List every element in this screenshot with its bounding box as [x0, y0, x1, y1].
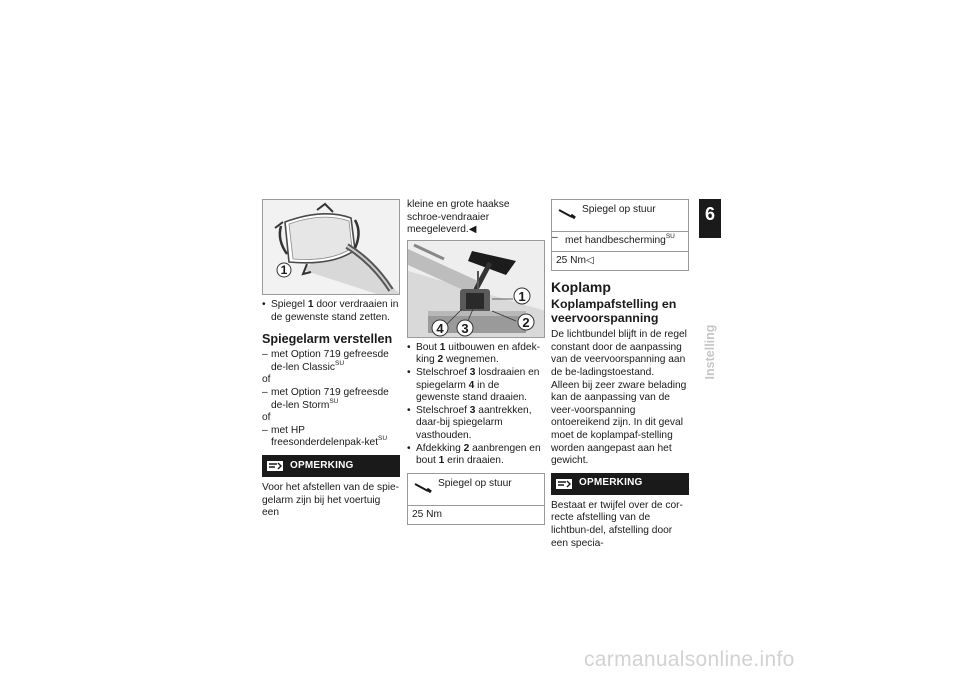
option-item: – met HP freesonderdelenpak-ket$^{SU}$: [262, 425, 400, 450]
mirror-arm-illustration: [408, 241, 545, 338]
chapter-tab: 6: [699, 199, 721, 238]
column-1: [262, 199, 400, 520]
note-label: OPMERKING: [290, 459, 354, 471]
note-text: Voor het afstellen van de spie-gelarm zijn bij het voertuig een: [262, 481, 400, 519]
mirror-figure: [262, 199, 400, 295]
column-3: [551, 199, 689, 550]
paragraph: Alleen bij zeer zware belading kan de aanpassing van de veer-voorspanning ontoereikend zijn. In dit geval moet de koplampaf-stelling worden aangepast aan het gewicht.: [551, 379, 687, 467]
spec-header: [408, 474, 544, 506]
or-label: of: [262, 374, 271, 386]
spec-value: 25 Nm: [412, 508, 443, 520]
spec-header: [552, 200, 688, 232]
torque-wrench-icon: [558, 209, 576, 219]
list-item: • Spiegel 1 door verdraaien in de gewenste stand zetten.: [262, 299, 400, 324]
section-heading: Koplamp: [551, 279, 611, 296]
callout-3: 3: [461, 320, 469, 336]
paragraph: De lichtbundel blijft in de regel constant door de aanpassing van de veervoorspanning aan de be-ladingstoestand.: [551, 329, 687, 378]
torque-spec-table: [551, 199, 689, 271]
or-label: of: [262, 412, 271, 424]
spec-title: Spiegel op stuur: [582, 204, 656, 215]
list-item: • Stelschroef 3 aantrekken, daar-bij spiegelarm vasthouden.: [407, 405, 545, 443]
torque-wrench-icon: [414, 483, 432, 493]
spec-value: 25 Nm◁: [556, 254, 594, 266]
mirror-steps: [262, 299, 400, 324]
option-item: – met Option 719 gefreesde de-len Storm$^{SU}$: [262, 387, 400, 412]
note-bar: [551, 473, 689, 495]
mirror-illustration: [263, 200, 400, 295]
chapter-title: Instelling: [703, 324, 717, 380]
subsection-heading: Koplampafstelling en veervoorspanning: [551, 297, 677, 326]
hand-pointing-icon: [266, 459, 284, 473]
end-mark: ◀: [468, 224, 477, 236]
callout-4: 4: [436, 320, 444, 336]
note-text: Bestaat er twijfel over de cor-recte afstelling van de lichtbun-del, afstelling door een specia-: [551, 499, 683, 549]
mirror-arm-figure: [407, 240, 545, 338]
note-bar: [262, 455, 400, 477]
intro-text: kleine en grote haakse schroe-vendraaier meegeleverd.◀: [407, 199, 510, 236]
option-item: – met Option 719 gefreesde de-len Classic$^{SU}$: [262, 349, 400, 374]
callout-2: 2: [522, 314, 530, 330]
spec-title: Spiegel op stuur: [438, 477, 512, 489]
callout-1: 1: [518, 288, 526, 304]
page-number: 127: [702, 228, 718, 238]
note-label: OPMERKING: [579, 477, 643, 489]
list-item: • Afdekking 2 aanbrengen en bout 1 erin draaien.: [407, 443, 545, 468]
list-item: • Stelschroef 3 losdraaien en spiegelarm 4 in de gewenste stand draaien.: [407, 367, 545, 405]
callout-1: 1: [280, 263, 288, 277]
column-2: [407, 199, 545, 525]
section-heading: Spiegelarm verstellen: [262, 332, 393, 347]
torque-spec-table: [407, 473, 545, 526]
list-item: • Bout 1 uitbouwen en afdek-king 2 wegnemen.: [407, 342, 545, 367]
hand-pointing-icon: [555, 477, 573, 491]
mirror-arm-steps: [407, 342, 545, 468]
end-mark: ◁: [586, 254, 594, 266]
spec-condition: – met handbescherming$^{SU}$: [552, 232, 688, 252]
watermark: carmanualsonline.info: [584, 648, 795, 671]
